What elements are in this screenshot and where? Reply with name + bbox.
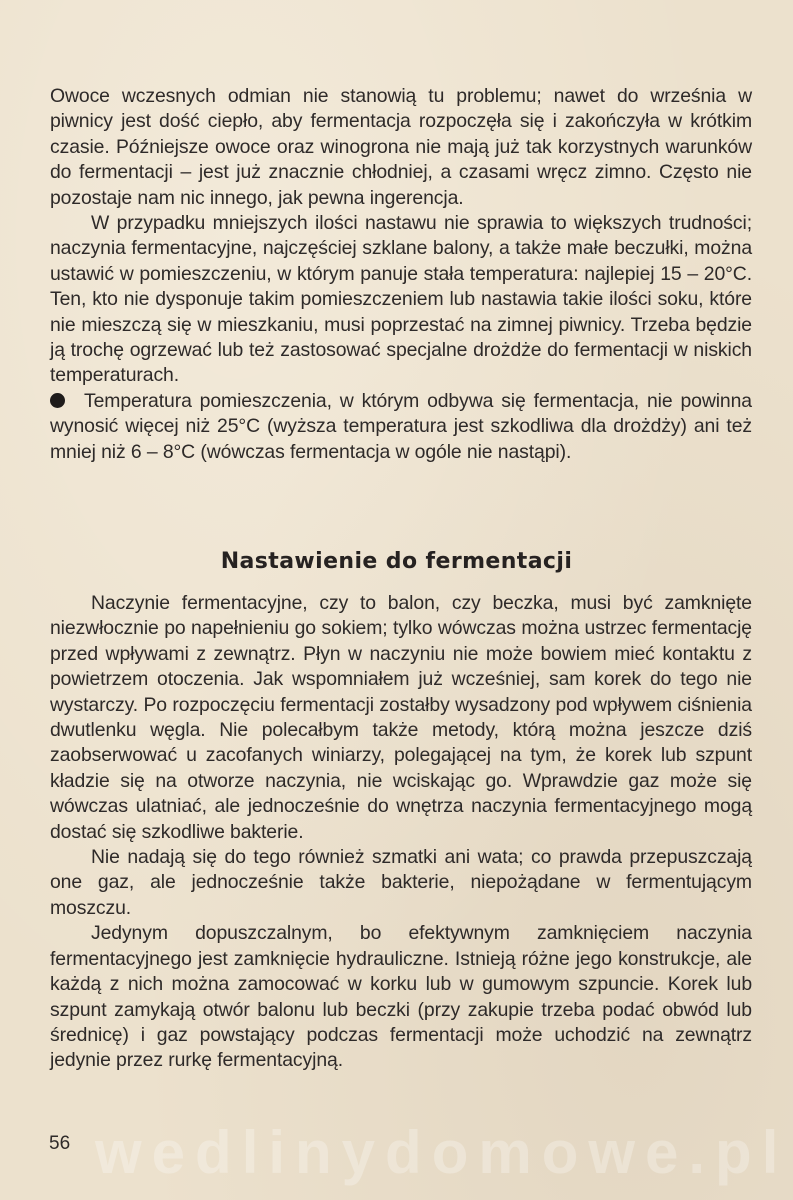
text-block-top — [50, 84, 752, 465]
section-heading: Nastawienie do fermentacji — [220, 549, 573, 574]
paragraph: W przypadku mniejszych ilości nastawu nie sprawia to większych trudności; naczynia fermentacyjne, najczęściej szklane balony, a także małe beczułki, można ustawić w pomieszczeniu, w którym panuje stała temperatura: najlepiej 15 – 20°C. Ten, kto nie dysponuje takim pomieszczeniem lub nastawia takie ilości soku, które nie mieszczą się w mieszkaniu, musi poprzestać na zimnej piwnicy. Trzeba będzie ją trochę ogrzewać lub też zastosować specjalne drożdże do fermentacji w niskich temperaturach. — [50, 212, 752, 387]
paragraph: Jedynym dopuszczalnym, bo efektywnym zamknięciem naczynia fermentacyjnego jest zamknięcie hydrauliczne. Istnieją różne jego konstrukcje, ale każdą z nich można zamocować w korku lub w gumowym szpuncie. Korek lub szpunt zamykają otwór balonu lub beczki (przy zakupie trzeba podać obwód lub średnicę) i gaz powstający podczas fermentacji może uchodzić na zewnątrz jedynie przez rurkę fermentacyjną. — [50, 922, 752, 1072]
paragraph: Naczynie fermentacyjne, czy to balon, czy beczka, musi być zamknięte niezwłocznie po napełnieniu go sokiem; tylko wówczas można ustrzec fermentację przed wpływami z zewnątrz. Płyn w naczyniu nie może bowiem mieć kontaktu z powietrzem otoczenia. Jak wspomniałem już wcześniej, sam korek do tego nie wystarczy. Po rozpoczęciu fermentacji zostałby wysadzony pod wpływem ciśnienia dwutlenku węgla. Nie polecałbym także metody, którą można jeszcze dziś zaobserwować u zacofanych winiarzy, polegającej na tym, że korek lub szpunt kładzie się na otworze naczynia, nie wciskając go. Wprawdzie gaz może się wówczas ulatniać, ale jednocześnie do wnętrza naczynia fermentacyjnego mogą dostać się szkodliwe bakterie. — [50, 592, 752, 843]
watermark: wedlinydomowe.pl — [95, 1119, 789, 1186]
paragraph: Nie nadają się do tego również szmatki ani wata; co prawda przepuszczają one gaz, ale jednocześnie także bakterie, niepożądane w fermentującym moszczu. — [50, 846, 752, 919]
paragraph: Owoce wczesnych odmian nie stanowią tu problemu; nawet do września w piwnicy jest dość ciepło, aby fermentacja rozpoczęła się i zakończyła w krótkim czasie. Późniejsze owoce oraz winogrona nie mają już tak korzystnych warunków do fermentacji – jest już znacznie chłodniej, a czasami wręcz zimno. Często nie pozostaje nam nic innego, jak pewna ingerencja. — [50, 85, 752, 209]
bullet-icon — [50, 393, 65, 408]
bullet-paragraph — [50, 389, 752, 465]
text-block-bottom — [50, 591, 752, 1074]
bullet-text: Temperatura pomieszczenia, w którym odbywa się fermentacja, nie powinna wynosić więcej niż 25°C (wyższa temperatura jest szkodliwa dla drożdży) ani też mniej niż 6 – 8°C (wówczas fermentacja w ogóle nie nastąpi). — [50, 389, 752, 463]
page-number: 56 — [49, 1133, 71, 1154]
